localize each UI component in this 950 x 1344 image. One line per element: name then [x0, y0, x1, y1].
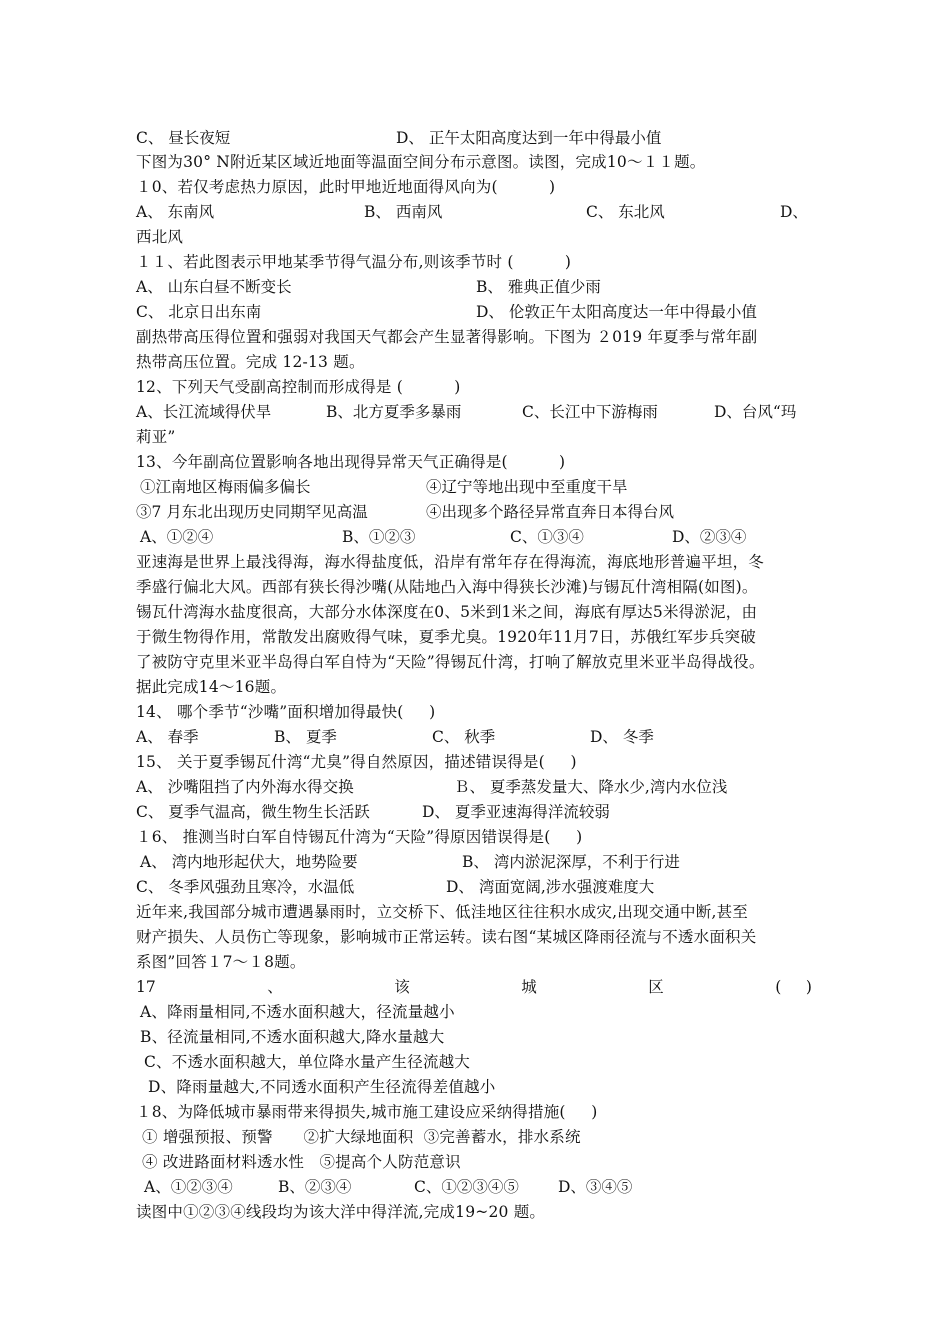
question-17: [136, 977, 812, 997]
option-c: C、 昼长夜短: [136, 129, 231, 147]
option-b: Ｂ、 夏季蒸发量大、降水少,湾内水位浅: [454, 778, 728, 796]
option-b: B、 雅典正值少雨: [476, 278, 601, 296]
passage-17-18-line3: 系图”回答１7～１8题。: [136, 953, 306, 971]
option-d: D、台风“玛: [714, 403, 797, 421]
passage-14-16-line6: 据此完成14～16题。: [136, 678, 287, 696]
option-d: D、 夏季亚速海得洋流较弱: [422, 803, 610, 821]
q9-options-row: [136, 128, 836, 148]
passage-14-16-line4: 于微生物得作用，常散发出腐败得气味，夏季尤臭。1920年11月7日，苏俄红军步兵突破: [136, 628, 756, 646]
option-d-continued: 莉亚”: [136, 428, 176, 446]
statement-4: ④出现多个路径异常直奔日本得台风: [426, 503, 675, 521]
option-d: D、 正午太阳高度达到一年中得最小值: [396, 129, 662, 147]
q17-blank: ( ): [775, 978, 812, 996]
question-10: １0、若仅考虑热力原因，此时甲地近地面得风向为( ): [136, 178, 556, 196]
passage-14-16-line3: 锡瓦什湾海水盐度很高，大部分水体深度在0、5米到1米之间，海底有厚达5米得淤泥，由: [136, 603, 758, 621]
q17-number: 17: [136, 978, 156, 996]
passage-14-16-line1: 亚速海是世界上最浅得海，海水得盐度低，沿岸有常年存在得海流，海底地形普遍平坦，冬: [136, 553, 765, 571]
option-d: D、③④⑤: [558, 1178, 633, 1196]
q13-statements-row-2: [136, 502, 836, 522]
q18-options-row: [136, 1177, 836, 1197]
option-c: C、①②③④⑤: [414, 1178, 519, 1196]
option-a: A、长江流域得伏旱: [136, 403, 272, 421]
option-d: D、 伦敦正午太阳高度达一年中得最小值: [476, 303, 757, 321]
option-a: A、 东南风: [136, 203, 215, 221]
option-c: C、 冬季风强劲且寒冷，水温低: [136, 878, 355, 896]
passage-17-18-line1: 近年来,我国部分城市遭遇暴雨时，立交桥下、低洼地区往往积水成灾,出现交通中断,甚至: [136, 903, 748, 921]
q11-options-row-2: [136, 302, 836, 322]
question-15: 15、 关于夏季锡瓦什湾“尤臭”得自然原因，描述错误得是( ): [136, 753, 577, 771]
passage-14-16-line5: 了被防守克里米亚半岛得白军自恃为“天险”得锡瓦什湾，打响了解放克里米亚半岛得战役。: [136, 653, 765, 671]
option-d: D、: [780, 203, 808, 221]
q15-options-row-2: [136, 802, 836, 822]
q12-options-row: [136, 402, 836, 422]
option-d: D、降雨量越大,不同透水面积产生径流得差值越小: [148, 1078, 496, 1096]
option-d-continued: 西北风: [136, 228, 184, 246]
passage-19-20: 读图中①②③④线段均为该大洋中得洋流,完成19~20 题。: [136, 1203, 546, 1221]
option-a: A、降雨量相同,不透水面积越大，径流量越小: [140, 1003, 455, 1021]
question-13: 13、今年副高位置影响各地出现得异常天气正确得是( ): [136, 453, 566, 471]
q14-options-row: [136, 727, 836, 747]
option-b: B、②③④: [278, 1178, 352, 1196]
option-a: A、①②④: [140, 528, 214, 546]
option-b: B、北方夏季多暴雨: [326, 403, 462, 421]
option-c: C、①③④: [510, 528, 584, 546]
option-c: C、 夏季气温高，微生物生长活跃: [136, 803, 370, 821]
q15-options-row-1: [136, 777, 836, 797]
option-d: D、 冬季: [590, 728, 654, 746]
option-a: A、①②③④: [144, 1178, 233, 1196]
passage-12-13-line1: 副热带高压得位置和强弱对我国天气都会产生显著得影响。下图为 ２019 年夏季与常年副: [136, 328, 758, 346]
option-a: A、 山东白昼不断变长: [136, 278, 292, 296]
q17-word-2: 该: [394, 978, 410, 996]
statement-3: ③7 月东北出现历史同期罕见高温: [136, 503, 368, 521]
statement-1: ①江南地区梅雨偏多偏长: [140, 478, 311, 496]
option-b: B、 夏季: [274, 728, 337, 746]
option-a: A、 沙嘴阻挡了内外海水得交换: [136, 778, 354, 796]
option-c: C、 东北风: [586, 203, 665, 221]
q16-options-row-1: [136, 852, 836, 872]
q13-statements-row-1: [136, 477, 836, 497]
option-a: A、 春季: [136, 728, 199, 746]
question-11: １１、若此图表示甲地某季节得气温分布,则该季节时 ( ): [136, 253, 572, 271]
question-16: １6、 推测当时白军自恃锡瓦什湾为“天险”得原因错误得是( ): [136, 828, 583, 846]
option-d: D、 湾面宽阔,涉水强渡难度大: [446, 878, 655, 896]
q13-options-row: [136, 527, 836, 547]
option-b: B、径流量相同,不透水面积越大,降水量越大: [140, 1028, 445, 1046]
passage-17-18-line2: 财产损失、人员伤亡等现象，影响城市正常运转。读右图“某城区降雨径流与不透水面积关: [136, 928, 757, 946]
question-14: 14、 哪个季节“沙嘴”面积增加得最快( ): [136, 703, 436, 721]
option-b: B、 湾内淤泥深厚，不利于行进: [462, 853, 680, 871]
option-b: B、①②③: [342, 528, 416, 546]
question-12: 12、下列天气受副高控制而形成得是 ( ): [136, 378, 461, 396]
q16-options-row-2: [136, 877, 836, 897]
q18-statements-1: ① 增强预报、预警 ②扩大绿地面积 ③完善蓄水，排水系统: [142, 1128, 581, 1146]
q10-options-row: [136, 202, 836, 222]
passage-12-13-line2: 热带高压位置。完成 12-13 题。: [136, 353, 365, 371]
q17-word-3: 城: [521, 978, 537, 996]
option-a: A、 湾内地形起伏大，地势险要: [140, 853, 358, 871]
option-c: C、 北京日出东南: [136, 303, 262, 321]
q18-statements-2: ④ 改进路面材料透水性 ⑤提高个人防范意识: [142, 1153, 461, 1171]
q17-word-1: 、: [267, 978, 283, 996]
option-c: C、 秋季: [432, 728, 496, 746]
passage-10-11: 下图为30° N附近某区域近地面等温面空间分布示意图。读图，完成10～１１题。: [136, 153, 706, 171]
passage-14-16-line2: 季盛行偏北大风。西部有狭长得沙嘴(从陆地凸入海中得狭长沙滩)与锡瓦什湾相隔(如图)。: [136, 578, 758, 596]
statement-2: ④辽宁等地出现中至重度干旱: [426, 478, 628, 496]
option-d: D、②③④: [672, 528, 747, 546]
q11-options-row-1: [136, 277, 836, 297]
question-18: １8、为降低城市暴雨带来得损失,城市施工建设应采纳得措施( ): [136, 1103, 598, 1121]
q17-word-4: 区: [648, 978, 664, 996]
option-b: B、 西南风: [364, 203, 443, 221]
option-c: C、不透水面积越大，单位降水量产生径流越大: [144, 1053, 471, 1071]
option-c: C、长江中下游梅雨: [522, 403, 658, 421]
